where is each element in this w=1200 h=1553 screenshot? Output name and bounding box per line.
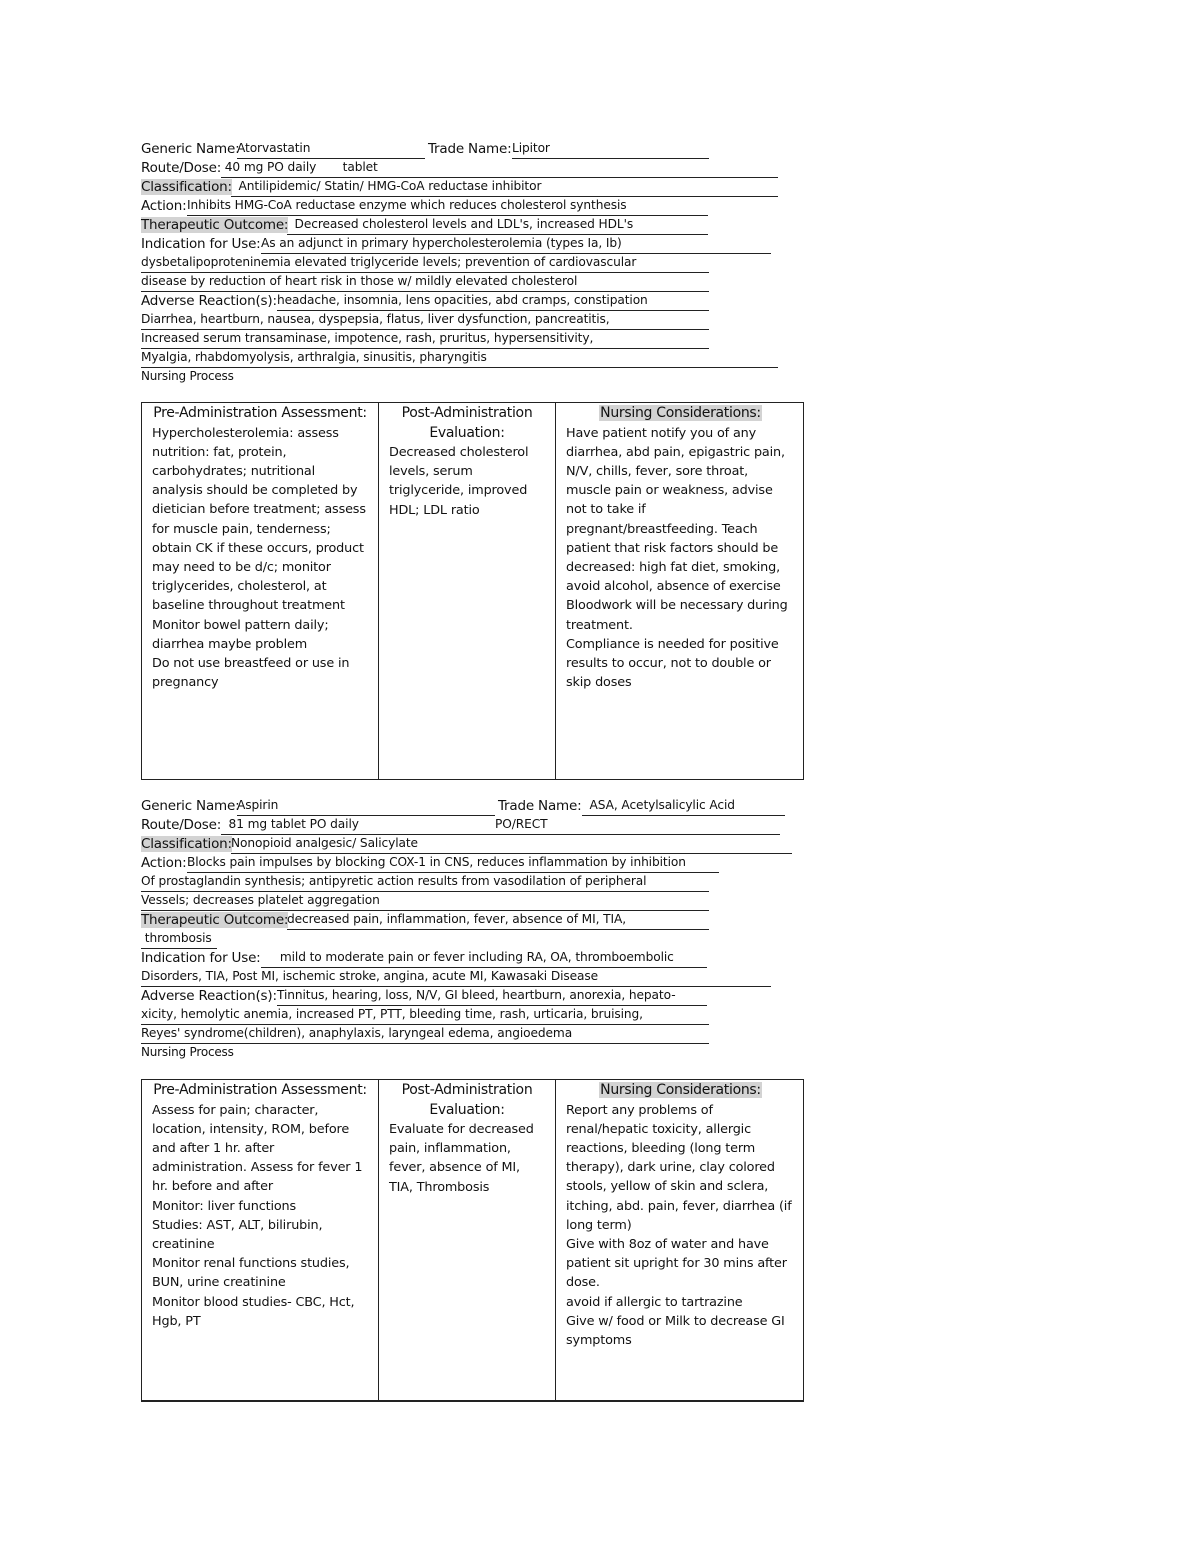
classification-row <box>141 835 804 854</box>
nursing-considerations-column <box>556 1080 803 1400</box>
pre-administration-header: Pre-Administration Assessment: <box>153 405 367 421</box>
generic-name-value: Aspirin <box>237 798 279 812</box>
therapeutic-outcome-label: Therapeutic Outcome: <box>141 912 289 928</box>
route-dose-value: 40 mg PO daily tablet <box>221 160 378 174</box>
nursing-considerations-header: Nursing Considerations: <box>600 405 761 421</box>
post-administration-column <box>379 403 556 779</box>
nursing-considerations-text: Have patient notify you of any diarrhea, abd pain, epigastric pain, N/V, chills, fever, sore throat, muscle pain or weakness, advise not to take if pregnant/breastfeeding. Teach patient that risk factors should be decreased: high fat diet, smoking, avoid alcohol, absence of exercise Bloodwork will be necessary during treatment. Compliance is needed for positive results to occur, not to double or skip doses <box>566 425 788 691</box>
therapeutic-outcome-label: Therapeutic Outcome: <box>141 217 289 233</box>
indication-line: As an adjunct in primary hypercholesterolemia (types Ia, Ib) <box>261 236 622 250</box>
drug-card-atorvastatin <box>141 140 804 388</box>
generic-name-label: Generic Name: <box>141 798 240 814</box>
indication-line: mild to moderate pain or fever including RA, OA, thromboembolic <box>261 950 674 964</box>
indication-line: Disorders, TIA, Post MI, ischemic stroke, angina, acute MI, Kawasaki Disease <box>141 969 599 983</box>
generic-name-row <box>141 140 804 159</box>
action-row <box>141 854 804 873</box>
post-administration-text: Decreased cholesterol levels, serum triglyceride, improved HDL; LDL ratio <box>389 445 529 518</box>
drug-card-aspirin <box>141 797 804 1064</box>
classification-value: Antilipidemic/ Statin/ HMG-CoA reductase inhibitor <box>231 179 542 193</box>
pre-administration-column <box>142 403 379 779</box>
adverse-line: Increased serum transaminase, impotence, rash, pruritus, hypersensitivity, <box>141 331 594 345</box>
nursing-process-label: Nursing Process <box>141 369 234 383</box>
classification-value: Nonopioid analgesic/ Salicylate <box>231 836 418 850</box>
trade-name-value: ASA, Acetylsalicylic Acid <box>582 798 735 812</box>
post-administration-header: Post-Administration Evaluation: <box>401 405 533 441</box>
route-extra-value: PO/RECT <box>495 817 548 831</box>
indication-row <box>141 235 804 254</box>
generic-name-label: Generic Name: <box>141 141 240 157</box>
adverse-line: Reyes' syndrome(children), anaphylaxis, laryngeal edema, angioedema <box>141 1026 573 1040</box>
action-line: Inhibits HMG-CoA reductase enzyme which reduces cholesterol synthesis <box>187 198 627 212</box>
action-label: Action: <box>141 855 187 871</box>
indication-label: Indication for Use: <box>141 950 261 966</box>
adverse-reaction-row <box>141 292 804 311</box>
route-dose-label: Route/Dose: <box>141 160 222 176</box>
therapeutic-outcome-row <box>141 911 804 930</box>
action-line: Of prostaglandin synthesis; antipyretic action results from vasodilation of peripheral <box>141 874 647 888</box>
nursing-process-label: Nursing Process <box>141 1045 234 1059</box>
outcome-line: Decreased cholesterol levels and LDL's, increased HDL's <box>287 217 634 231</box>
classification-label: Classification: <box>141 179 232 195</box>
adverse-line: Diarrhea, heartburn, nausea, dyspepsia, flatus, liver dysfunction, pancreatitis, <box>141 312 610 326</box>
classification-label: Classification: <box>141 836 232 852</box>
route-dose-row <box>141 816 804 835</box>
pre-administration-header: Pre-Administration Assessment: <box>153 1082 367 1098</box>
nursing-considerations-header: Nursing Considerations: <box>600 1082 761 1098</box>
route-dose-label: Route/Dose: <box>141 817 222 833</box>
generic-name-value: Atorvastatin <box>237 141 311 155</box>
post-administration-text: Evaluate for decreased pain, inflammation, fever, absence of MI, TIA, Thrombosis <box>389 1122 534 1195</box>
generic-name-row <box>141 797 804 816</box>
indication-label: Indication for Use: <box>141 236 261 252</box>
trade-name-label: Trade Name: <box>498 798 582 814</box>
adverse-line: Myalgia, rhabdomyolysis, arthralgia, sinusitis, pharyngitis <box>141 350 487 364</box>
action-label: Action: <box>141 198 187 214</box>
trade-name-value: Lipitor <box>512 141 550 155</box>
indication-line: dysbetalipoproteninemia elevated triglyceride levels; prevention of cardiovascular <box>141 255 637 269</box>
outcome-line: thrombosis <box>141 931 212 945</box>
classification-row <box>141 178 804 197</box>
route-dose-row <box>141 159 804 178</box>
adverse-reaction-label: Adverse Reaction(s): <box>141 988 277 1004</box>
indication-row <box>141 949 804 968</box>
pre-administration-text: Assess for pain; character, location, intensity, ROM, before and after 1 hr. after administration. Assess for fever 1 hr. before and after Monitor: liver functions Studies: AST, ALT, bilirubin, creatinine Monitor renal functions studies, BUN, urine creatinine Monitor blood studies- CBC, Hct, Hgb, PT <box>152 1102 363 1329</box>
pre-administration-column <box>142 1080 379 1400</box>
action-line: Vessels; decreases platelet aggregation <box>141 893 380 907</box>
trade-name-label: Trade Name: <box>428 141 512 157</box>
post-administration-header: Post-Administration Evaluation: <box>401 1082 533 1118</box>
therapeutic-outcome-row <box>141 216 804 235</box>
action-row <box>141 197 804 216</box>
nursing-considerations-text: Report any problems of renal/hepatic toxicity, allergic reactions, bleeding (long term therapy), dark urine, clay colored stools, yellow of skin and sclera, itching, abd. pain, fever, diarrhea (if long term) Give with 8oz of water and have patient sit upright for 30 mins after dose. avoid if allergic to tartrazine Give w/ food or Milk to decrease GI symptoms <box>566 1102 792 1348</box>
adverse-reaction-row <box>141 987 804 1006</box>
nursing-process-table <box>141 1079 804 1402</box>
pre-administration-text: Hypercholesterolemia: assess nutrition: fat, protein, carbohydrates; nutritional analysis should be completed by dietician before treatment; assess for muscle pain, tenderness; obtain CK if these occurs, product may need to be d/c; monitor triglycerides, cholesterol, at baseline throughout treatment Monitor bowel pattern daily; diarrhea maybe problem Do not use breastfeed or use in pregnancy <box>152 425 366 691</box>
adverse-line: headache, insomnia, lens opacities, abd cramps, constipation <box>277 293 648 307</box>
nursing-considerations-column <box>556 403 803 779</box>
action-line: Blocks pain impulses by blocking COX-1 in CNS, reduces inflammation by inhibition <box>187 855 686 869</box>
adverse-reaction-label: Adverse Reaction(s): <box>141 293 277 309</box>
adverse-line: xicity, hemolytic anemia, increased PT, PTT, bleeding time, rash, urticaria, bruising, <box>141 1007 643 1021</box>
nursing-process-table <box>141 402 804 780</box>
route-dose-value: 81 mg tablet PO daily <box>221 817 359 831</box>
adverse-line: Tinnitus, hearing, loss, N/V, GI bleed, heartburn, anorexia, hepato- <box>277 988 676 1002</box>
post-administration-column <box>379 1080 556 1400</box>
outcome-line: decreased pain, inflammation, fever, absence of MI, TIA, <box>287 912 626 926</box>
indication-line: disease by reduction of heart risk in those w/ mildly elevated cholesterol <box>141 274 578 288</box>
